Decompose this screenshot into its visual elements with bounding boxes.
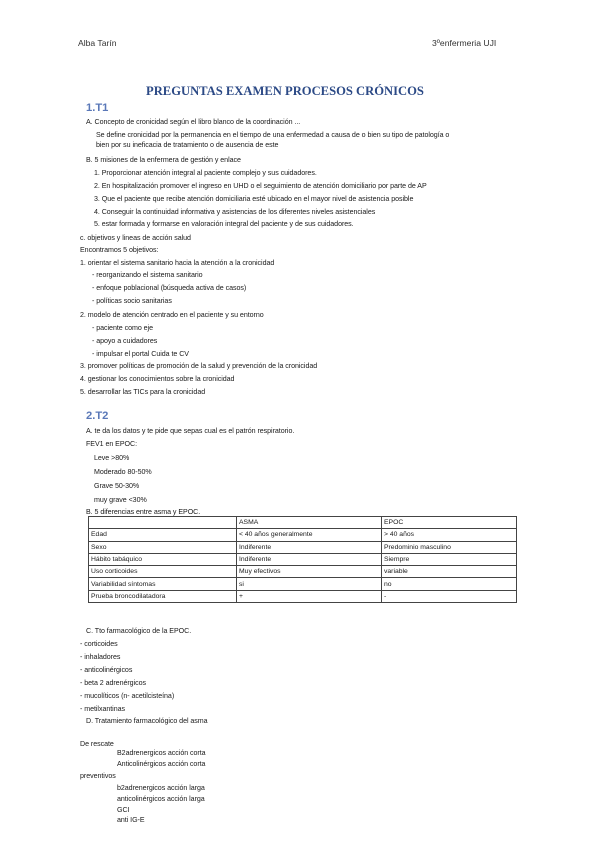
objective-5: 5. desarrollar las TICs para la cronicidad (80, 388, 206, 396)
epoc-drug-item: - metilxantinas (80, 705, 125, 713)
table-cell: Prueba broncodilatadora (89, 590, 237, 602)
table-row (89, 590, 517, 602)
objectives-intro: Encontramos 5 objetivos: (80, 246, 159, 254)
epoc-drug-item: - corticoides (80, 640, 118, 648)
answer-a-line-2: bien por su ineficacia de tratamiento o de ausencia de este (96, 141, 279, 149)
header-author: Alba Tarín (78, 38, 117, 48)
question-c-t1: c. objetivos y lineas de acción salud (80, 234, 191, 242)
question-b-t1: B. 5 misiones de la enfermera de gestión y enlace (86, 156, 241, 164)
preventive-item: anti IG-E (117, 816, 145, 824)
table-cell: Hábito tabáquico (89, 553, 237, 565)
table-cell: Edad (89, 529, 237, 541)
question-d-t2: D. Tratamiento farmacológico del asma (86, 717, 208, 725)
table-cell: Siempre (382, 553, 517, 565)
epoc-drug-item: - beta 2 adrenérgicos (80, 679, 146, 687)
objective-4: 4. gestionar los conocimientos sobre la cronicidad (80, 375, 235, 383)
fev-label: FEV1 en EPOC: (86, 440, 137, 448)
objective-2-item: - impulsar el portal Cuida te CV (92, 350, 189, 358)
table-row (89, 541, 517, 553)
question-b-t2: B. 5 diferencias entre asma y EPOC. (86, 508, 201, 516)
section-heading-t1: 1.T1 (86, 102, 109, 114)
table-cell: si (237, 578, 382, 590)
fev-item: Moderado 80-50% (94, 468, 152, 476)
table-row (89, 553, 517, 565)
header-course: 3ºenfermeria UJI (432, 38, 497, 48)
objective-2-item: - apoyo a cuidadores (92, 337, 158, 345)
objective-1-item: - políticas socio sanitarias (92, 297, 172, 305)
rescue-item: Anticolinérgicos acción corta (117, 760, 206, 768)
table-cell: > 40 años (382, 529, 517, 541)
table-row (89, 566, 517, 578)
objective-1-item: - reorganizando el sistema sanitario (92, 271, 203, 279)
objective-2: 2. modelo de atención centrado en el paciente y su entorno (80, 311, 264, 319)
page-title: PREGUNTAS EXAMEN PROCESOS CRÓNICOS (146, 84, 424, 98)
mission-item: 4. Conseguir la continuidad informativa y asistencias de los diferentes niveles asistenciales (94, 208, 376, 216)
table-row (89, 529, 517, 541)
section-heading-t2: 2.T2 (86, 410, 109, 422)
preventive-item: anticolinérgicos acción larga (117, 795, 205, 803)
table-cell: Muy efectivos (237, 566, 382, 578)
table-cell: - (382, 590, 517, 602)
rescue-label: De rescate (80, 740, 114, 748)
table-header-row (89, 517, 517, 529)
table-cell: + (237, 590, 382, 602)
table-header-cell: EPOC (382, 517, 517, 529)
fev-item: muy grave <30% (94, 496, 147, 504)
table-header-cell: ASMA (237, 517, 382, 529)
fev-item: Leve >80% (94, 454, 130, 462)
table-cell: Indiferente (237, 553, 382, 565)
table-cell: Indiferente (237, 541, 382, 553)
epoc-drug-item: - anticolinérgicos (80, 666, 133, 674)
rescue-item: B2adrenergicos acción corta (117, 749, 206, 757)
mission-item: 1. Proporcionar atención integral al paciente complejo y sus cuidadores. (94, 169, 317, 177)
objective-1-item: - enfoque poblacional (búsqueda activa de casos) (92, 284, 247, 292)
preventive-item: GCI (117, 806, 130, 814)
question-a-t1: A. Concepto de cronicidad según el libro blanco de la coordinación ... (86, 118, 301, 126)
table-cell: < 40 años generalmente (237, 529, 382, 541)
table-cell: Predominio masculino (382, 541, 517, 553)
objective-2-item: - paciente como eje (92, 324, 153, 332)
table-row (89, 578, 517, 590)
preventive-label: preventivos (80, 772, 116, 780)
epoc-drug-item: - mucolíticos (n- acetilcisteína) (80, 692, 175, 700)
table-cell: Variabilidad síntomas (89, 578, 237, 590)
question-a-t2: A. te da los datos y te pide que sepas cual es el patrón respiratorio. (86, 427, 295, 435)
question-c-t2: C. Tto farmacológico de la EPOC. (86, 627, 192, 635)
table-header-cell (89, 517, 237, 529)
objective-1: 1. orientar el sistema sanitario hacia la atención a la cronicidad (80, 259, 275, 267)
table-cell: Sexo (89, 541, 237, 553)
epoc-drug-item: - inhaladores (80, 653, 121, 661)
objective-3: 3. promover políticas de promoción de la salud y prevención de la cronicidad (80, 362, 318, 370)
mission-item: 2. En hospitalización promover el ingreso en UHD o el seguimiento de atención domiciliario por parte de AP (94, 182, 427, 190)
table-cell: variable (382, 566, 517, 578)
asma-epoc-table (88, 516, 517, 603)
preventive-item: b2adrenergicos acción larga (117, 784, 205, 792)
mission-item: 5. estar formada y formarse en valoración integral del paciente y de sus cuidadores. (94, 220, 354, 228)
fev-item: Grave 50-30% (94, 482, 140, 490)
table-cell: no (382, 578, 517, 590)
answer-a-line-1: Se define cronicidad por la permanencia en el tiempo de una enfermedad a causa de o bien su tipo de patología o (96, 131, 450, 139)
mission-item: 3. Que el paciente que recibe atención domiciliaria esté ubicado en el mayor nivel de asistencia posible (94, 195, 414, 203)
table-cell: Uso corticoides (89, 566, 237, 578)
